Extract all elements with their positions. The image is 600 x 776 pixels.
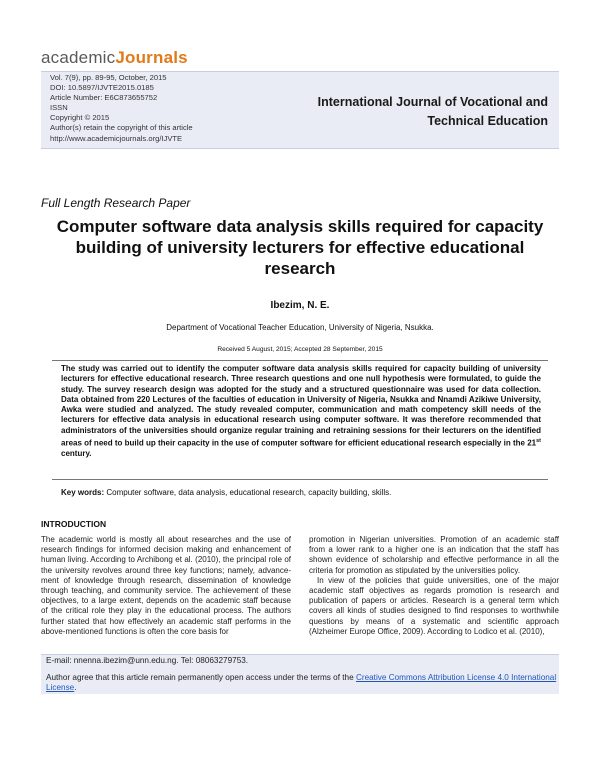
keywords-list: Computer software, data analysis, educational research, capacity building, skills. bbox=[104, 488, 392, 497]
logo-suffix: Journals bbox=[115, 48, 188, 67]
meta-volume: Vol. 7(9), pp. 89-95, October, 2015 bbox=[50, 73, 167, 82]
abstract bbox=[61, 364, 541, 459]
paper-type: Full Length Research Paper bbox=[41, 196, 191, 210]
meta-url[interactable]: http://www.academicjournals.org/IJVTE bbox=[50, 133, 183, 143]
meta-issn: ISSN bbox=[50, 103, 68, 113]
author-name: Ibezim, N. E. bbox=[270, 300, 330, 311]
meta-doi: DOI: 10.5897/IJVTE2015.0185 bbox=[50, 83, 154, 93]
body-column-left bbox=[41, 535, 291, 637]
keywords bbox=[61, 488, 541, 497]
author-affiliation: Department of Vocational Teacher Education, University of Nigeria, Nsukka. bbox=[166, 323, 434, 332]
meta-copyright: Copyright © 2015 bbox=[50, 113, 110, 123]
publisher-logo bbox=[41, 48, 188, 68]
license-notice bbox=[46, 673, 558, 693]
license-end: . bbox=[74, 683, 77, 693]
section-heading: INTRODUCTION bbox=[41, 519, 107, 529]
paper-title: Computer software data analysis skills required for capacity building of university lecturers for effective educational research bbox=[56, 217, 544, 278]
paragraph: In view of the policies that guide universities, one of the major academic staff objectives as regards promotion is research and publication of papers or articles. Research is a general term which covers all kinds of studies designed to find responses to worthwhile questions by means of a systematic and scientific approach (Alzheimer Europe Office, 2009). According to Lodico et al. (2010), bbox=[309, 575, 559, 636]
abstract-end: century. bbox=[61, 449, 92, 459]
abstract-text: The study was carried out to identify the computer software data analysis skills required for capacity building of university lecturers for effective educational research. Three research questions and one null hypothesis were formulated, to guide the study. The survey research design was adopted for the study and a structured questionnaire was used for data collection. Data obtained from 220 Lectures of the faculties of education in University of Nigeria, Nsukka and Nnamdi Azikiwe University, Awka were studied and analyzed. The study revealed computer, communication and math competency skill needs of the lecturers for effective data analysis in educational research using computer software. It was therefore recommended that administrators of the universities should organize regular training and retraining sessions for their lecturers on the identified areas of need to build up their capacity in the use of computer software for efficient educational research especially in the 21 bbox=[61, 364, 541, 448]
contact-email: E-mail: nnenna.ibezim@unn.edu.ng. Tel: 08063279753. bbox=[46, 656, 249, 665]
paragraph: The academic world is mostly all about researches and the use of research findings for informed decision making and enhancement of human living. According to Archibong et al. (2010), the principal role of the university revolves around three key functions; namely, advance-ment of knowledge through research, dissemination of knowledge through teaching, and community service. The achievement of these objectives, to a large extent, depends on the academic staff because of the critical role they play in the educational process. The authors further stated that how effectively an academic staff performs in the above-mentioned functions is often the core basis for bbox=[41, 535, 291, 636]
logo-prefix: academic bbox=[41, 48, 116, 67]
license-link[interactable]: Creative Commons Attribution License 4.0 International License bbox=[46, 673, 557, 693]
meta-rights: Author(s) retain the copyright of this article bbox=[50, 123, 193, 133]
journal-title: International Journal of Vocational and Technical Education bbox=[317, 95, 548, 128]
paragraph: promotion in Nigerian universities. Promotion of an academic staff from a lower rank to a higher one is an indication that the staff has shown evidence of scholarship and effective performance in all the criteria for promotion as stipulated by the universities policy. bbox=[309, 535, 559, 575]
keywords-label: Key words: bbox=[61, 488, 105, 497]
meta-article-number: Article Number: E6C873655752 bbox=[50, 93, 158, 103]
license-text: Author agree that this article remain permanently open access under the terms of the bbox=[46, 673, 356, 682]
body-column-right bbox=[309, 535, 559, 637]
received-dates: Received 5 August, 2015; Accepted 28 September, 2015 bbox=[217, 346, 383, 353]
abstract-superscript: st bbox=[536, 438, 541, 445]
article-meta bbox=[50, 73, 193, 144]
